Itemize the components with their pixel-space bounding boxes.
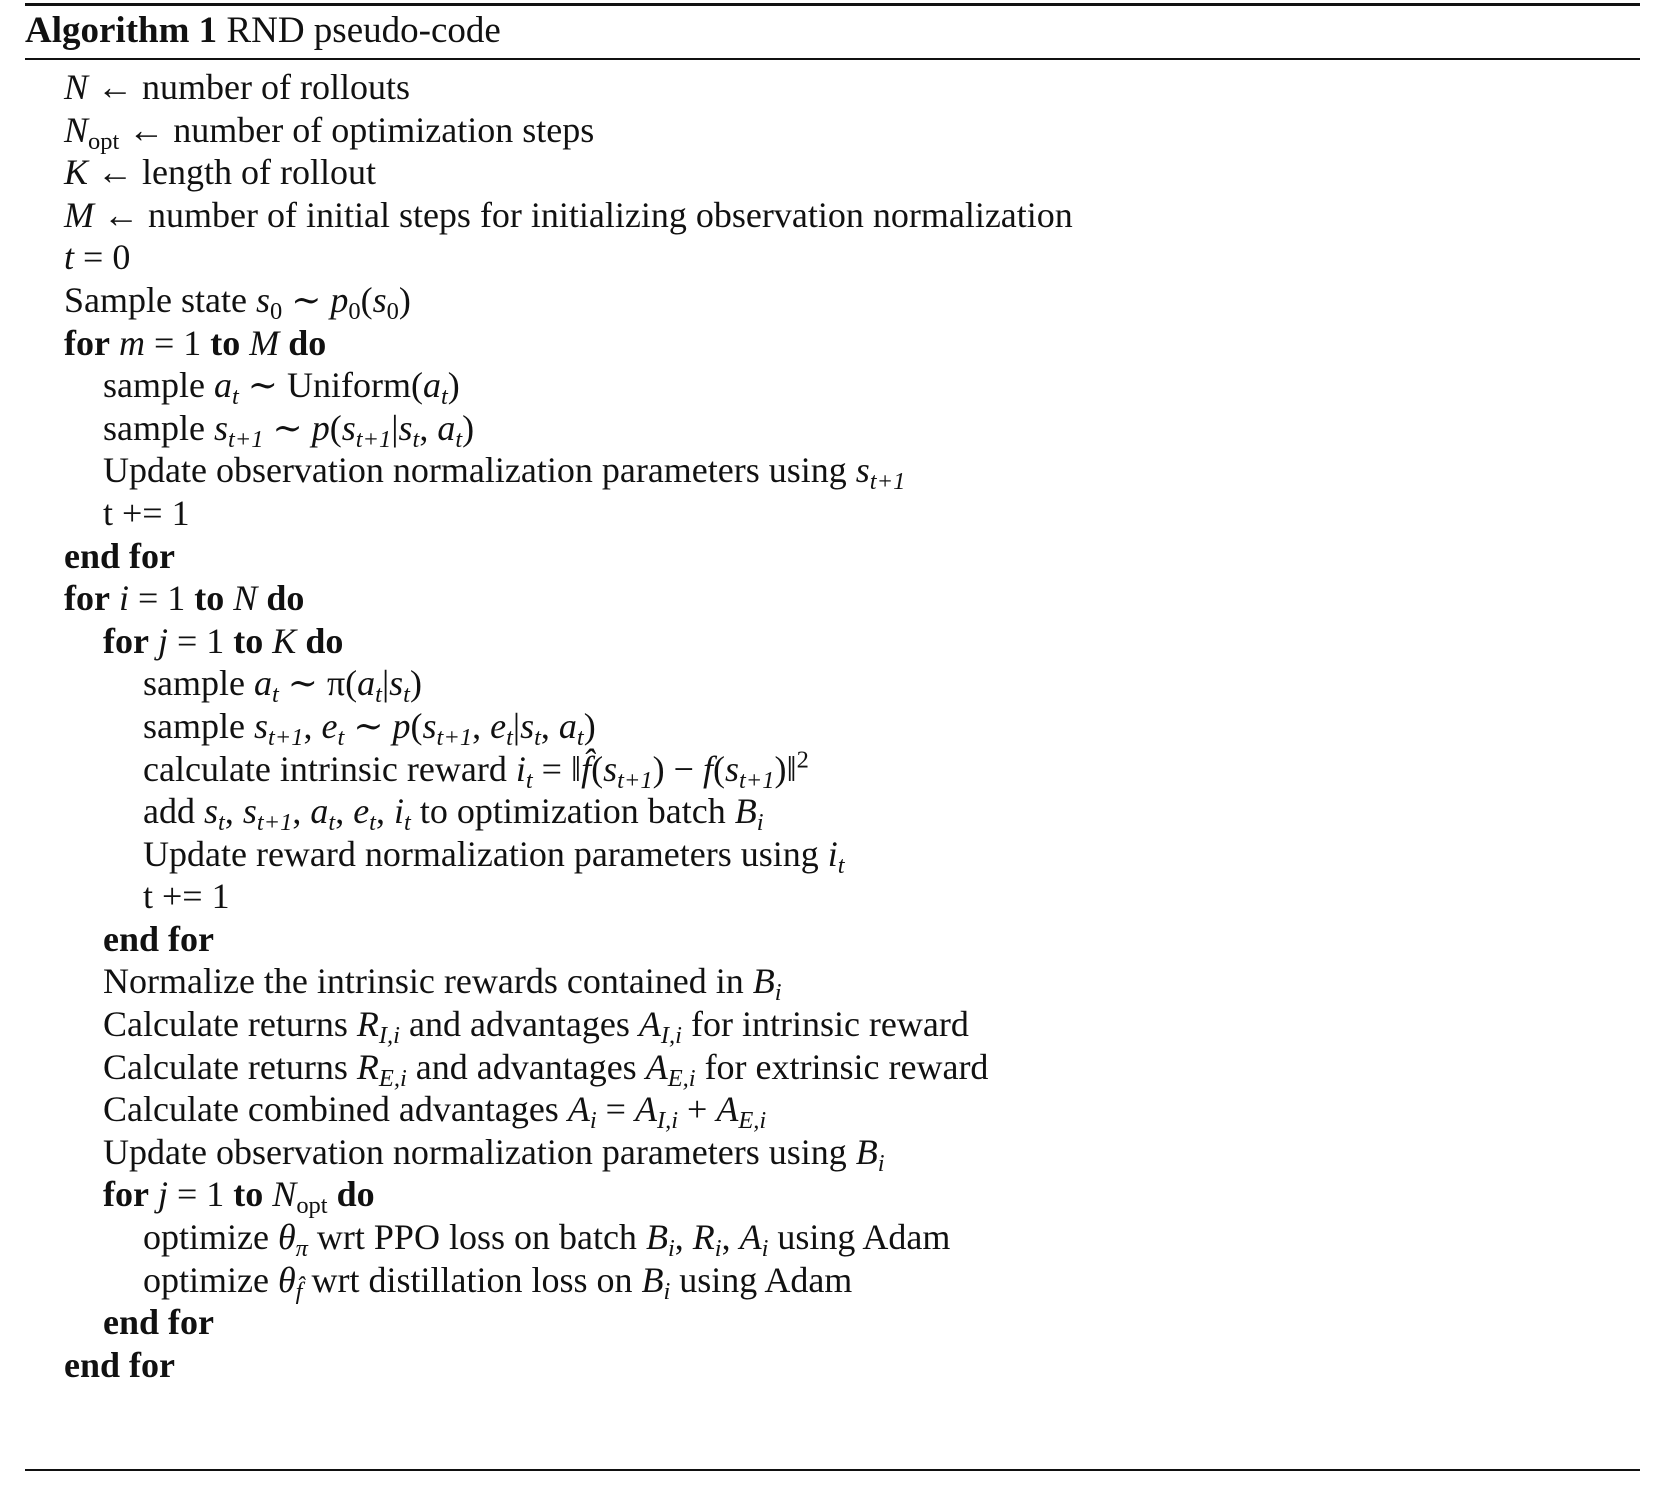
code-line xyxy=(0,746,1668,794)
code-text: = xyxy=(596,1089,635,1130)
subscript: i xyxy=(663,1277,671,1305)
code-text: Calculate returns xyxy=(103,1004,357,1045)
code-text xyxy=(149,621,158,661)
code-text xyxy=(257,578,266,618)
keyword: end for xyxy=(103,1302,214,1343)
code-line xyxy=(0,960,1668,1007)
math-symbol: s xyxy=(855,450,870,491)
subscript: i xyxy=(774,979,782,1007)
math-symbol: s xyxy=(341,407,356,448)
subscript: E,i xyxy=(738,1107,767,1135)
math-symbol: B xyxy=(752,961,775,1002)
keyword: end for xyxy=(64,535,175,576)
code-text: | xyxy=(391,407,399,448)
subscript: 0 xyxy=(386,297,399,325)
math-symbol: i xyxy=(827,833,838,874)
code-text: = 1 xyxy=(167,620,234,661)
code-line xyxy=(0,1301,1668,1344)
math-symbol: p xyxy=(330,279,349,320)
code-text: ← length of rollout xyxy=(88,152,376,193)
subscript: t xyxy=(404,808,411,836)
subscript: t xyxy=(403,681,410,709)
code-text: = 0 xyxy=(74,237,131,278)
code-line xyxy=(0,1131,1668,1177)
math-symbol: j xyxy=(157,1174,168,1215)
subscript: I,i xyxy=(656,1107,679,1135)
math-symbol: M xyxy=(249,322,280,363)
math-symbol: p xyxy=(311,407,330,448)
math-symbol: A xyxy=(634,1089,657,1130)
top-rule xyxy=(25,3,1640,6)
code-line xyxy=(0,1046,1668,1092)
math-symbol: B xyxy=(855,1131,878,1172)
code-text: ) xyxy=(447,365,460,406)
subscript: f̂ xyxy=(295,1277,303,1305)
math-symbol: R xyxy=(692,1217,715,1258)
math-symbol: t xyxy=(64,237,75,278)
subscript: opt xyxy=(296,1192,328,1220)
code-text: t += 1 xyxy=(103,492,190,533)
code-text: for intrinsic reward xyxy=(681,1004,969,1045)
code-text: | xyxy=(512,705,521,746)
code-text: ← number of rollouts xyxy=(88,67,410,107)
math-symbol: p xyxy=(392,705,411,746)
code-line xyxy=(0,833,1668,879)
keyword: do xyxy=(336,1174,375,1215)
code-text: = ‖ xyxy=(532,748,582,789)
subscript: i xyxy=(761,1234,769,1262)
code-line xyxy=(0,236,1668,279)
code-text: = 1 xyxy=(167,1174,234,1215)
code-text: ∼ xyxy=(282,279,331,320)
math-symbol: s xyxy=(255,279,270,320)
code-line xyxy=(0,364,1668,410)
subscript: t xyxy=(412,425,420,453)
math-symbol: A xyxy=(739,1217,762,1258)
code-text: ) xyxy=(409,663,422,704)
code-line xyxy=(0,1173,1668,1220)
code-line xyxy=(0,790,1668,836)
code-text xyxy=(110,323,119,363)
code-text: = 1 xyxy=(128,578,195,619)
math-symbol: a xyxy=(422,365,441,406)
code-text: optimize xyxy=(143,1259,278,1300)
code-text: ( xyxy=(712,748,725,789)
keyword: to xyxy=(233,620,264,661)
subscript: t xyxy=(525,766,533,794)
math-symbol: s xyxy=(724,748,739,789)
algorithm-label: Algorithm 1 xyxy=(25,10,218,51)
code-text: ∼ xyxy=(344,705,393,746)
code-text xyxy=(328,1174,337,1214)
pseudo-code-body xyxy=(0,66,1668,1386)
code-text: and advantages xyxy=(399,1004,639,1045)
code-text: to optimization batch xyxy=(410,791,735,832)
subscript: t xyxy=(534,723,541,751)
code-text: t += 1 xyxy=(143,876,230,917)
math-symbol: A xyxy=(638,1004,661,1045)
code-text: , xyxy=(472,705,491,746)
keyword: to xyxy=(210,322,241,363)
math-symbol: e xyxy=(353,791,370,832)
subscript: E,i xyxy=(667,1064,696,1092)
math-symbol: N xyxy=(64,67,89,107)
code-line xyxy=(0,535,1668,578)
code-line xyxy=(0,875,1668,918)
math-symbol: e xyxy=(490,705,507,746)
code-text: ∼ Uniform( xyxy=(238,365,423,406)
code-line xyxy=(0,577,1668,620)
math-symbol: a xyxy=(213,365,232,406)
math-symbol: R xyxy=(356,1004,379,1045)
code-text: sample xyxy=(143,663,254,704)
code-text: , xyxy=(540,705,559,746)
subscript: i xyxy=(877,1149,885,1177)
code-text: Normalize the intrinsic rewards contained in xyxy=(103,961,753,1002)
bottom-rule xyxy=(25,1469,1640,1471)
math-symbol: A xyxy=(716,1089,739,1130)
math-symbol: s xyxy=(242,791,257,832)
keyword: for xyxy=(103,620,149,661)
code-line xyxy=(0,449,1668,496)
math-symbol: N xyxy=(272,1174,297,1215)
math-symbol: s xyxy=(422,705,437,746)
math-symbol: s xyxy=(520,705,535,746)
subscript: t xyxy=(369,808,376,836)
subscript: i xyxy=(667,1234,675,1262)
code-text: ∼ π( xyxy=(278,663,358,704)
code-line xyxy=(0,1216,1668,1262)
code-text: , xyxy=(303,705,322,746)
code-text: , xyxy=(375,791,394,832)
math-symbol: s xyxy=(398,407,413,448)
code-text: , xyxy=(721,1217,740,1258)
code-line xyxy=(0,322,1668,365)
math-symbol: i xyxy=(515,748,526,789)
code-text: ← number of initial steps for initializing observation normalization xyxy=(94,194,1073,235)
code-text: ) − xyxy=(652,748,703,789)
math-symbol: B xyxy=(645,1217,668,1258)
code-line xyxy=(0,1088,1668,1135)
subscript: 0 xyxy=(269,297,283,325)
subscript: i xyxy=(756,808,764,836)
math-symbol: N xyxy=(233,578,258,619)
keyword: to xyxy=(233,1174,264,1215)
math-symbol: i xyxy=(393,791,404,832)
code-line xyxy=(0,1003,1668,1049)
keyword: for xyxy=(64,322,110,363)
subscript: t+1 xyxy=(617,766,653,794)
math-symbol: i xyxy=(118,578,129,619)
code-line xyxy=(0,109,1668,155)
code-text: ( xyxy=(360,279,373,320)
code-text: ) xyxy=(583,705,596,746)
math-symbol: e xyxy=(321,705,338,746)
subscript: t xyxy=(271,681,279,709)
math-symbol: j xyxy=(157,620,168,661)
math-symbol: m xyxy=(118,322,145,363)
math-symbol: a xyxy=(253,663,272,704)
math-symbol: A xyxy=(645,1046,668,1087)
keyword: to xyxy=(194,578,225,619)
code-text: | xyxy=(381,663,390,704)
code-text xyxy=(263,621,272,661)
math-symbol: s xyxy=(603,748,618,789)
math-symbol: θ xyxy=(277,1259,296,1300)
code-text: sample xyxy=(103,407,214,448)
math-symbol: s xyxy=(203,791,218,832)
code-text: Calculate returns xyxy=(103,1046,357,1087)
code-text: Update observation normalization parameters using xyxy=(103,450,856,491)
code-text xyxy=(224,578,233,618)
code-text: wrt distillation loss on xyxy=(302,1259,642,1300)
caption-rule xyxy=(25,58,1640,60)
code-text: calculate intrinsic reward xyxy=(143,748,516,789)
code-text: , xyxy=(674,1217,693,1258)
code-text: , xyxy=(335,791,354,832)
subscript: t+1 xyxy=(268,723,304,751)
math-symbol: A xyxy=(567,1089,590,1130)
subscript: t xyxy=(231,383,239,410)
math-symbol: s xyxy=(389,663,404,704)
subscript: i xyxy=(589,1107,597,1135)
keyword: end for xyxy=(103,918,214,959)
code-line xyxy=(0,194,1668,237)
math-symbol: a xyxy=(357,663,376,704)
keyword: for xyxy=(64,578,110,619)
code-line xyxy=(0,151,1668,194)
code-text: Calculate combined advantages xyxy=(103,1089,568,1130)
subscript: t+1 xyxy=(228,425,264,453)
code-text: sample xyxy=(143,705,254,746)
code-line xyxy=(0,1259,1668,1305)
code-line xyxy=(0,662,1668,709)
code-text: for extrinsic reward xyxy=(695,1046,989,1087)
code-text: Update observation normalization parameters using xyxy=(103,1131,856,1172)
subscript: t xyxy=(576,723,584,751)
subscript: t+1 xyxy=(256,808,293,836)
subscript: i xyxy=(714,1234,722,1262)
code-text: Update reward normalization parameters using xyxy=(143,833,828,874)
code-line xyxy=(0,1344,1668,1387)
code-text: , xyxy=(419,407,438,448)
subscript: t+1 xyxy=(869,468,906,496)
subscript: E,i xyxy=(378,1064,407,1092)
code-text xyxy=(263,1174,272,1214)
keyword: do xyxy=(305,620,344,661)
code-text: using Adam xyxy=(670,1259,853,1300)
subscript: I,i xyxy=(378,1021,400,1049)
keyword: for xyxy=(103,1174,149,1215)
algorithm-title: RND pseudo-code xyxy=(226,10,501,51)
algorithm-caption xyxy=(25,8,501,54)
code-text: wrt PPO loss on batch xyxy=(307,1217,646,1258)
code-text: optimize xyxy=(143,1217,278,1258)
code-text xyxy=(279,323,288,363)
code-line xyxy=(0,492,1668,535)
code-line xyxy=(0,705,1668,751)
code-text: add xyxy=(143,791,204,832)
code-text: ( xyxy=(329,407,342,448)
subscript: π xyxy=(295,1234,308,1262)
math-symbol: B xyxy=(641,1259,664,1300)
subscript: t xyxy=(375,681,382,709)
code-text: , xyxy=(224,791,243,832)
math-symbol: s xyxy=(372,279,387,320)
subscript: t xyxy=(328,808,336,836)
code-text xyxy=(296,621,305,661)
math-symbol: a xyxy=(558,705,577,746)
math-symbol: N xyxy=(64,109,89,150)
keyword: do xyxy=(266,578,305,619)
subscript: t xyxy=(440,383,448,410)
math-symbol: K xyxy=(272,620,297,661)
subscript: t xyxy=(337,723,345,751)
subscript: t+1 xyxy=(355,425,392,453)
code-text: using Adam xyxy=(768,1217,951,1258)
subscript: t+1 xyxy=(738,766,775,794)
code-text: ∼ xyxy=(263,407,312,448)
code-text: ( xyxy=(410,705,423,746)
subscript: t xyxy=(506,723,513,751)
math-symbol: a xyxy=(437,407,456,448)
subscript: t xyxy=(837,851,845,879)
subscript: 0 xyxy=(348,297,361,325)
code-text: sample xyxy=(103,365,214,406)
math-symbol: K xyxy=(64,152,89,193)
code-text: ) xyxy=(398,279,411,320)
code-text: + xyxy=(678,1089,717,1130)
math-symbol: R xyxy=(356,1046,379,1087)
keyword: do xyxy=(288,322,327,363)
code-text: ← number of optimization steps xyxy=(119,109,595,150)
code-text: and advantages xyxy=(406,1046,646,1087)
code-text: , xyxy=(292,791,311,832)
subscript: t xyxy=(218,808,225,836)
subscript: opt xyxy=(88,127,120,155)
math-symbol: a xyxy=(310,791,329,832)
keyword: end for xyxy=(64,1344,175,1385)
code-text: )‖ xyxy=(774,748,797,789)
subscript: I,i xyxy=(660,1021,682,1049)
code-line xyxy=(0,66,1668,109)
code-text xyxy=(149,1174,158,1214)
code-text: Sample state xyxy=(64,279,256,320)
subscript: t+1 xyxy=(436,723,473,751)
code-line xyxy=(0,620,1668,663)
math-symbol: s xyxy=(213,407,228,448)
code-text: = 1 xyxy=(144,322,211,363)
math-symbol: s xyxy=(253,705,268,746)
math-symbol: B xyxy=(734,791,757,832)
code-line xyxy=(0,407,1668,453)
subscript: t xyxy=(455,425,463,453)
code-text: ( xyxy=(591,748,604,789)
code-text xyxy=(110,578,119,618)
math-symbol: θ xyxy=(277,1217,296,1258)
superscript: 2 xyxy=(796,746,809,774)
math-symbol: f xyxy=(702,748,713,789)
code-text: ) xyxy=(462,407,475,448)
code-line xyxy=(0,918,1668,961)
math-symbol: M xyxy=(64,194,94,235)
code-line xyxy=(0,279,1668,325)
math-symbol: f̂ xyxy=(581,748,592,789)
code-text xyxy=(240,323,249,363)
